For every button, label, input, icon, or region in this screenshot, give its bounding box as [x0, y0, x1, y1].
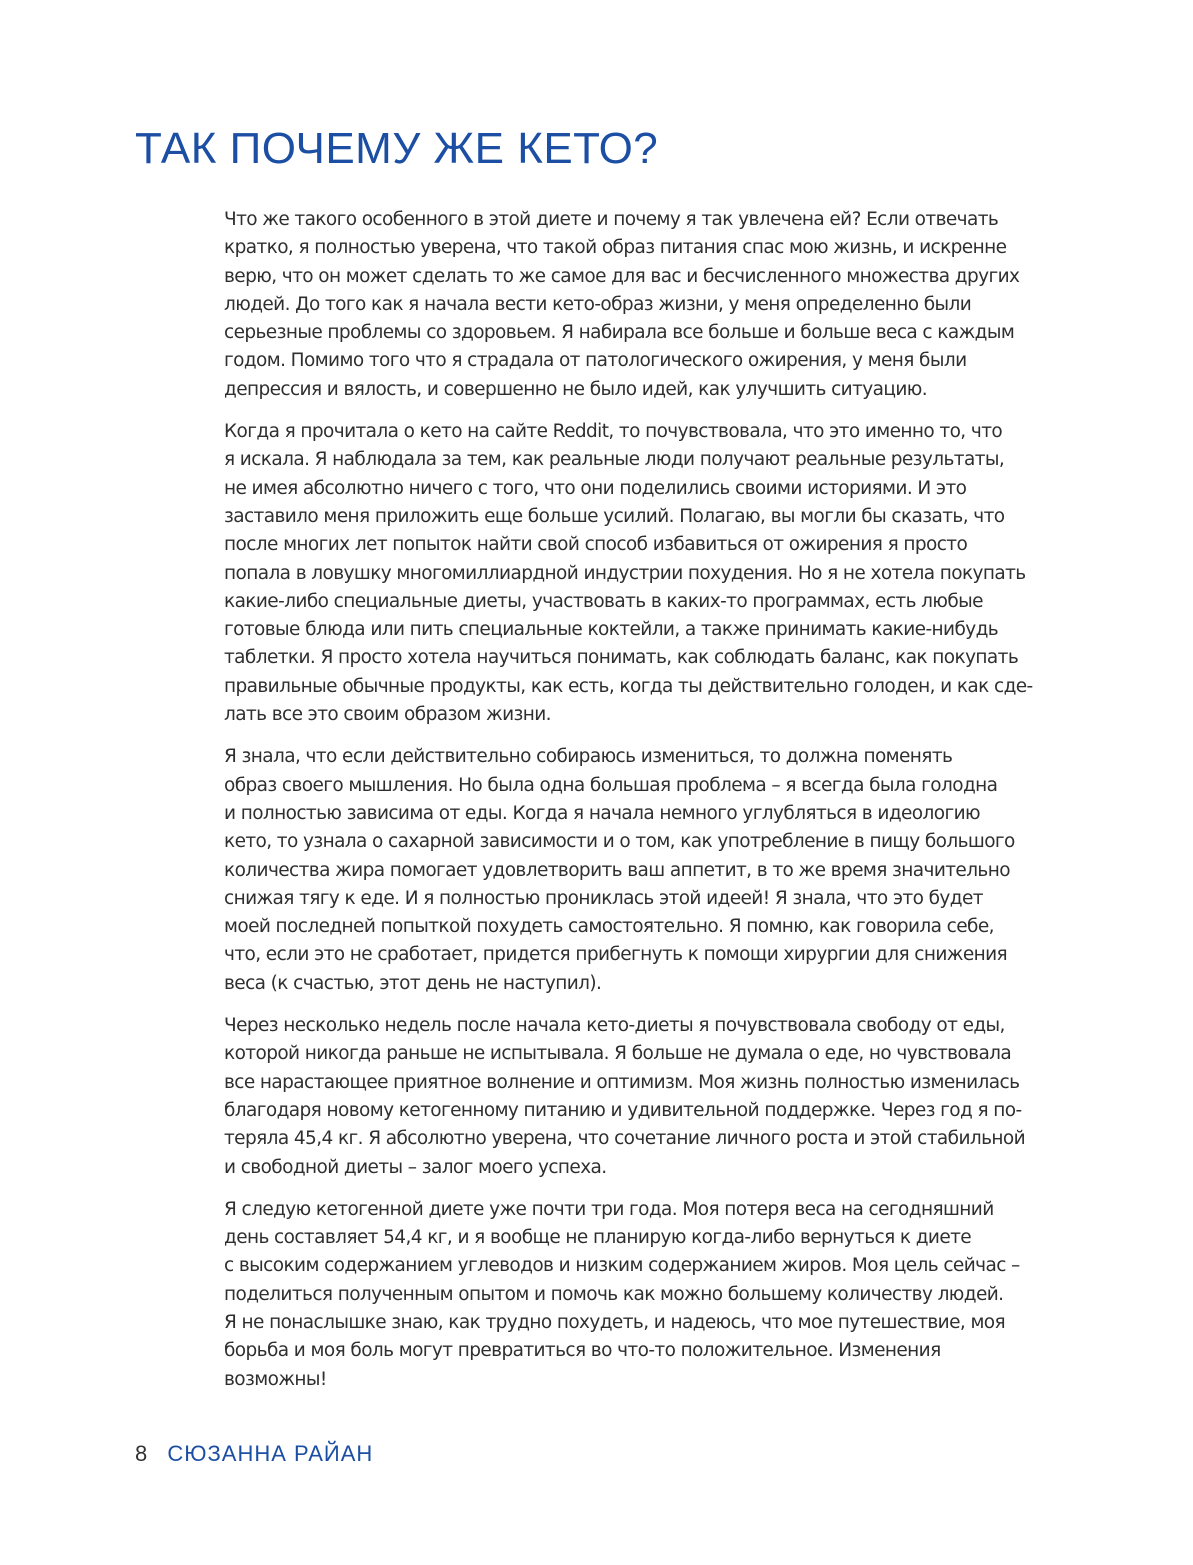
- text-line: поделиться полученным опытом и помочь как можно большему количеству людей.: [224, 1283, 1004, 1305]
- paragraph-3: [224, 743, 1014, 998]
- text-line: верю, что он может сделать то же самое для вас и бесчисленного множества других: [224, 265, 1020, 287]
- text-line: день составляет 54,4 кг, и я вообще не планирую когда-либо вернуться к диете: [224, 1227, 972, 1249]
- text-line: годом. Помимо того что я страдала от патологического ожирения, у меня были: [224, 350, 967, 372]
- text-line: и свободной диеты – залог моего успеха.: [224, 1156, 607, 1178]
- text-line: депрессия и вялость, и совершенно не было идей, как улучшить ситуацию.: [224, 378, 928, 400]
- paragraph-1: [224, 206, 1020, 404]
- text-line: количества жира помогает удовлетворить ваш аппетит, в то же время значительно: [224, 859, 1010, 881]
- text-line: снижая тягу к еде. И я полностью прониклась этой идеей! Я знала, что это будет: [224, 887, 983, 909]
- text-line: не имея абсолютно ничего с того, что они поделились своими историями. И это: [224, 477, 967, 499]
- text-line: образ своего мышления. Но была одна большая проблема – я всегда была голодна: [224, 774, 998, 796]
- text-line: Что же такого особенного в этой диете и почему я так увлечена ей? Если отвечать: [224, 209, 999, 230]
- text-line: людей. До того как я начала вести кето-образ жизни, у меня определенно были: [224, 293, 972, 315]
- text-line: таблетки. Я просто хотела научиться понимать, как соблюдать баланс, как покупать: [224, 647, 1019, 669]
- text-line: кратко, я полностью уверена, что такой образ питания спас мою жизнь, и искренне: [224, 237, 1007, 259]
- text-line: Когда я прочитала о кето на сайте Reddit, то почувствовала, что это именно то, что: [224, 421, 1003, 443]
- text-line: серьезные проблемы со здоровьем. Я набирала все больше и больше веса с каждым: [224, 322, 1015, 344]
- text-line: что, если это не сработает, придется прибегнуть к помощи хирургии для снижения: [224, 944, 1008, 966]
- text-line: я искала. Я наблюдала за тем, как реальные люди получают реальные результаты,: [224, 449, 1005, 471]
- text-line: с высоким содержанием углеводов и низким содержанием жиров. Моя цель сейчас –: [224, 1255, 1020, 1277]
- text-line: какие-либо специальные диеты, участвовать в каких-то программах, есть любые: [224, 590, 983, 612]
- text-line: и полностью зависима от еды. Когда я начала немного углубляться в идеологию: [224, 802, 980, 824]
- text-line: Я следую кетогенной диете уже почти три года. Моя потеря веса на сегодняшний: [224, 1198, 994, 1220]
- text-line: веса (к счастью, этот день не наступил).: [224, 972, 602, 994]
- text-line: после многих лет попыток найти свой способ избавиться от ожирения я просто: [224, 534, 968, 556]
- text-line: благодаря новому кетогенному питанию и удивительной поддержке. Через год я по-: [224, 1099, 1022, 1121]
- text-line: правильные обычные продукты, как есть, когда ты действительно голоден, и как сде-: [224, 675, 1033, 697]
- text-line: попала в ловушку многомиллиардной индустрии похудения. Но я не хотела покупать: [224, 562, 1026, 584]
- text-line: которой никогда раньше не испытывала. Я больше не думала о еде, но чувствовала: [224, 1043, 1012, 1065]
- text-line: готовые блюда или пить специальные коктейли, а также принимать какие-нибудь: [224, 619, 999, 641]
- text-line: заставило меня приложить еще больше усилий. Полагаю, вы могли бы сказать, что: [224, 505, 1005, 527]
- text-line: теряла 45,4 кг. Я абсолютно уверена, что сочетание личного роста и этой стабильной: [224, 1128, 1026, 1150]
- text-line: Я знала, что если действительно собираюсь измениться, то должна поменять: [224, 746, 953, 768]
- text-line: возможны!: [224, 1368, 327, 1390]
- page-title: ТАК ПОЧЕМУ ЖЕ КЕТО?: [135, 124, 659, 173]
- paragraph-5: [224, 1196, 1020, 1394]
- paragraph-4: [224, 1012, 1026, 1182]
- paragraph-2: [224, 418, 1033, 729]
- text-line: лать все это своим образом жизни.: [224, 704, 551, 726]
- body-text: [224, 206, 1033, 1408]
- text-line: моей последней попыткой похудеть самостоятельно. Я помню, как говорила себе,: [224, 916, 994, 938]
- page-number: 8: [135, 1441, 148, 1466]
- text-line: Я не понаслышке знаю, как трудно похудеть, и надеюсь, что мое путешествие, моя: [224, 1311, 1006, 1333]
- author-name: СЮЗАННА РАЙАН: [167, 1441, 374, 1466]
- text-line: борьба и моя боль могут превратиться во что-то положительное. Изменения: [224, 1340, 941, 1362]
- text-line: все нарастающее приятное волнение и оптимизм. Моя жизнь полностью изменилась: [224, 1071, 1020, 1093]
- page-footer: [135, 1441, 373, 1467]
- text-line: Через несколько недель после начала кето-диеты я почувствовала свободу от еды,: [224, 1015, 1005, 1037]
- text-line: кето, то узнала о сахарной зависимости и о том, как употребление в пищу большого: [224, 831, 1015, 853]
